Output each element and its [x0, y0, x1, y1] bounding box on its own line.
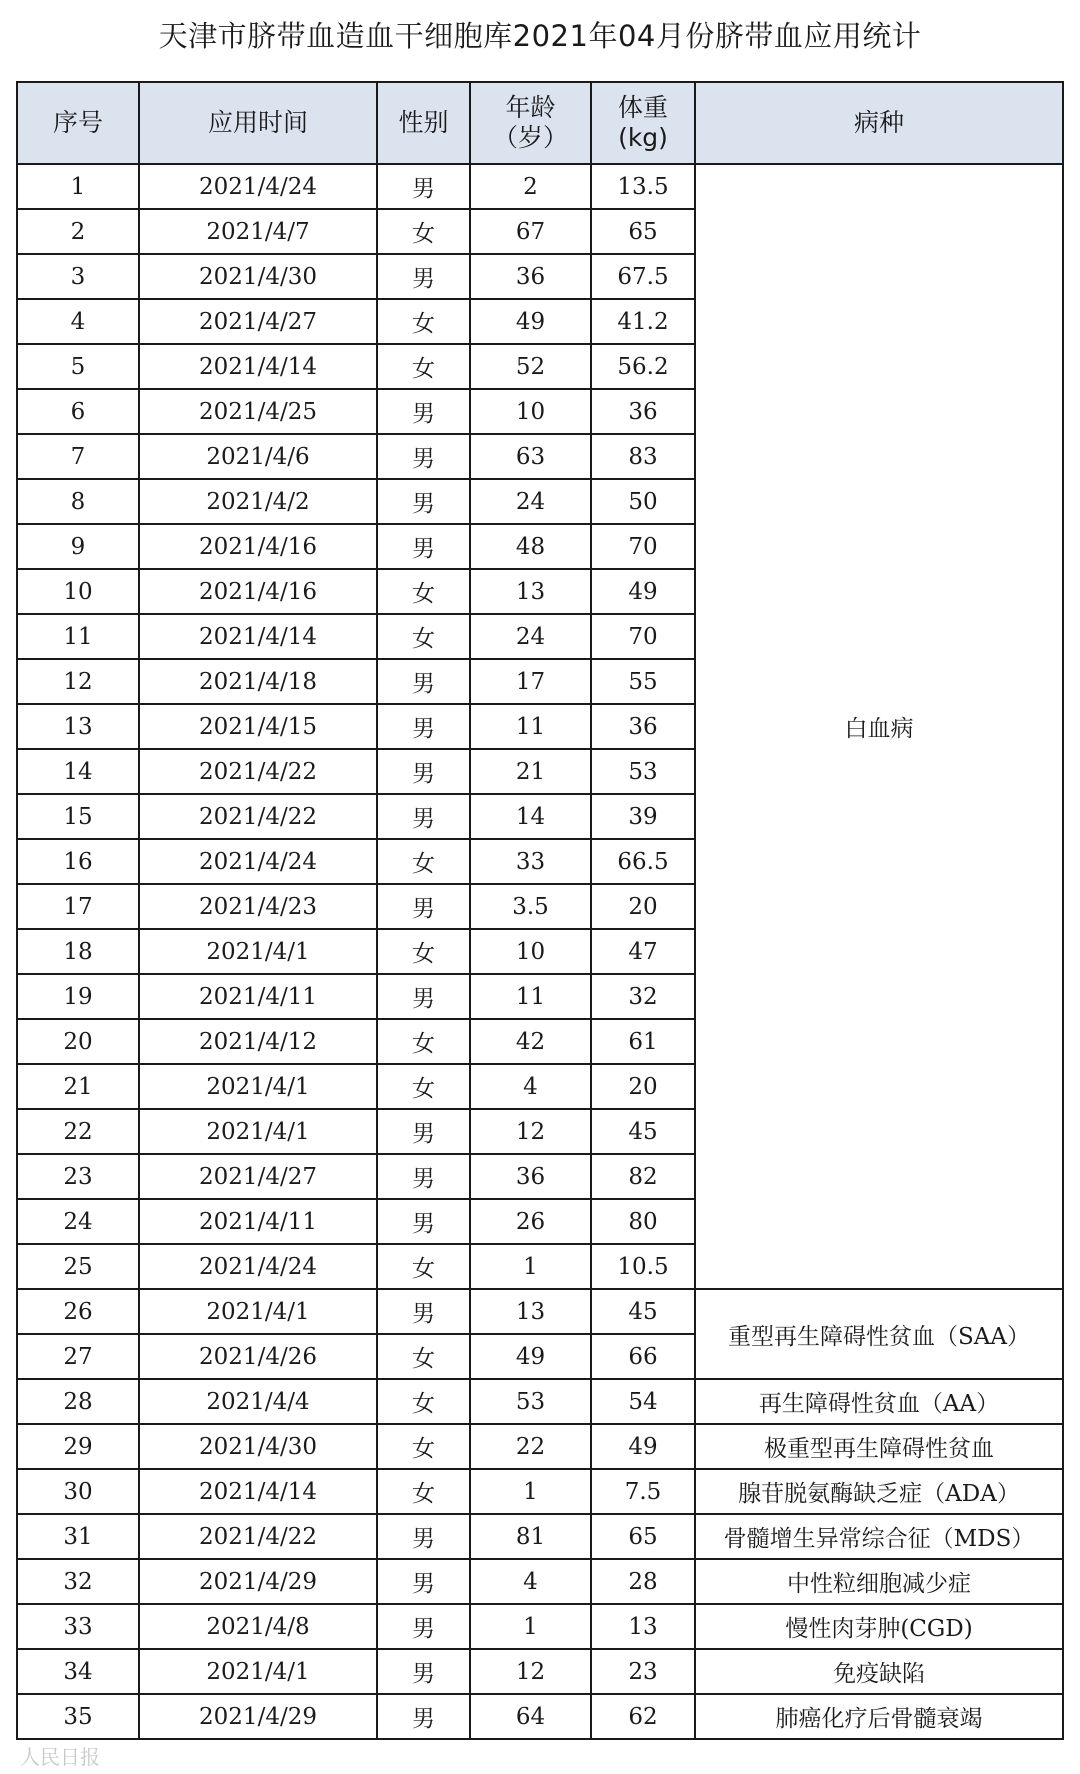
- cell-index: 35: [17, 1694, 139, 1739]
- header-weight-label: 体重: [617, 93, 668, 122]
- cell-index: 12: [17, 659, 139, 704]
- cell-weight: 41.2: [591, 299, 695, 344]
- cell-sex: 男: [377, 1559, 470, 1604]
- cell-age: 64: [470, 1694, 591, 1739]
- cell-sex: 男: [377, 1649, 470, 1694]
- table-row: [17, 1559, 1063, 1604]
- cell-sex: 男: [377, 794, 470, 839]
- cell-disease: 免疫缺陷: [695, 1649, 1063, 1694]
- cell-weight: 39: [591, 794, 695, 839]
- table-row: [17, 1469, 1063, 1514]
- cell-weight: 54: [591, 1379, 695, 1424]
- cell-sex: 男: [377, 1604, 470, 1649]
- cell-age: 1: [470, 1604, 591, 1649]
- cell-age: 10: [470, 929, 591, 974]
- cell-disease: 肺癌化疗后骨髓衰竭: [695, 1694, 1063, 1739]
- cell-index: 3: [17, 254, 139, 299]
- cell-age: 36: [470, 254, 591, 299]
- cell-age: 49: [470, 299, 591, 344]
- watermark-logo: 人民日报: [20, 1745, 100, 1769]
- cell-date: 2021/4/22: [139, 1514, 377, 1559]
- cell-index: 6: [17, 389, 139, 434]
- cell-sex: 男: [377, 389, 470, 434]
- cell-weight: 70: [591, 614, 695, 659]
- cell-date: 2021/4/24: [139, 839, 377, 884]
- cell-sex: 男: [377, 1199, 470, 1244]
- cell-index: 28: [17, 1379, 139, 1424]
- table-row: [17, 1379, 1063, 1424]
- cell-disease: 腺苷脱氨酶缺乏症（ADA）: [695, 1469, 1063, 1514]
- header-age-unit: （岁）: [492, 123, 568, 152]
- cell-index: 14: [17, 749, 139, 794]
- cell-age: 22: [470, 1424, 591, 1469]
- cell-index: 34: [17, 1649, 139, 1694]
- cell-index: 27: [17, 1334, 139, 1379]
- cell-age: 17: [470, 659, 591, 704]
- cord-blood-usage-table: [16, 81, 1064, 1740]
- cell-age: 81: [470, 1514, 591, 1559]
- cell-sex: 男: [377, 1154, 470, 1199]
- cell-date: 2021/4/30: [139, 254, 377, 299]
- header-sex: 性别: [377, 82, 470, 164]
- cell-weight: 50: [591, 479, 695, 524]
- cell-index: 26: [17, 1289, 139, 1334]
- cell-index: 18: [17, 929, 139, 974]
- cell-sex: 女: [377, 1379, 470, 1424]
- cell-disease: 极重型再生障碍性贫血: [695, 1424, 1063, 1469]
- cell-date: 2021/4/29: [139, 1694, 377, 1739]
- cell-age: 49: [470, 1334, 591, 1379]
- cell-date: 2021/4/30: [139, 1424, 377, 1469]
- cell-disease: 重型再生障碍性贫血（SAA）: [695, 1289, 1063, 1379]
- cell-sex: 女: [377, 1334, 470, 1379]
- cell-disease: 再生障碍性贫血（AA）: [695, 1379, 1063, 1424]
- cell-sex: 女: [377, 1469, 470, 1514]
- table-row: [17, 1694, 1063, 1739]
- cell-date: 2021/4/27: [139, 1154, 377, 1199]
- cell-sex: 女: [377, 929, 470, 974]
- cell-weight: 10.5: [591, 1244, 695, 1289]
- cell-age: 12: [470, 1109, 591, 1154]
- cell-sex: 女: [377, 1019, 470, 1064]
- cell-age: 24: [470, 479, 591, 524]
- table-row: [17, 164, 1063, 209]
- cell-index: 1: [17, 164, 139, 209]
- table-row: [17, 1604, 1063, 1649]
- cell-weight: 49: [591, 569, 695, 614]
- header-weight: [591, 82, 695, 164]
- cell-disease: 中性粒细胞减少症: [695, 1559, 1063, 1604]
- cell-age: 1: [470, 1244, 591, 1289]
- cell-index: 15: [17, 794, 139, 839]
- cell-age: 2: [470, 164, 591, 209]
- cell-index: 24: [17, 1199, 139, 1244]
- cell-weight: 20: [591, 1064, 695, 1109]
- header-age-label: 年龄: [505, 93, 556, 122]
- cell-sex: 女: [377, 1064, 470, 1109]
- cell-date: 2021/4/16: [139, 524, 377, 569]
- cell-weight: 66.5: [591, 839, 695, 884]
- cell-date: 2021/4/4: [139, 1379, 377, 1424]
- cell-sex: 男: [377, 1109, 470, 1154]
- cell-date: 2021/4/22: [139, 749, 377, 794]
- cell-sex: 女: [377, 1244, 470, 1289]
- cell-age: 1: [470, 1469, 591, 1514]
- cell-index: 23: [17, 1154, 139, 1199]
- table-row: [17, 1514, 1063, 1559]
- cell-date: 2021/4/14: [139, 614, 377, 659]
- cell-weight: 65: [591, 1514, 695, 1559]
- cell-date: 2021/4/22: [139, 794, 377, 839]
- cell-date: 2021/4/25: [139, 389, 377, 434]
- cell-weight: 66: [591, 1334, 695, 1379]
- cell-sex: 女: [377, 839, 470, 884]
- cell-date: 2021/4/1: [139, 1109, 377, 1154]
- cell-index: 4: [17, 299, 139, 344]
- cell-index: 7: [17, 434, 139, 479]
- cell-date: 2021/4/18: [139, 659, 377, 704]
- cell-index: 21: [17, 1064, 139, 1109]
- cell-age: 13: [470, 569, 591, 614]
- cell-sex: 男: [377, 1514, 470, 1559]
- cell-age: 53: [470, 1379, 591, 1424]
- table-row: [17, 1649, 1063, 1694]
- cell-index: 16: [17, 839, 139, 884]
- cell-age: 11: [470, 704, 591, 749]
- cell-date: 2021/4/1: [139, 1289, 377, 1334]
- cell-weight: 45: [591, 1109, 695, 1154]
- cell-weight: 80: [591, 1199, 695, 1244]
- cell-sex: 女: [377, 614, 470, 659]
- cell-weight: 70: [591, 524, 695, 569]
- cell-age: 11: [470, 974, 591, 1019]
- cell-weight: 20: [591, 884, 695, 929]
- cell-disease: 慢性肉芽肿(CGD): [695, 1604, 1063, 1649]
- cell-date: 2021/4/2: [139, 479, 377, 524]
- cell-weight: 23: [591, 1649, 695, 1694]
- cell-weight: 61: [591, 1019, 695, 1064]
- cell-sex: 男: [377, 1289, 470, 1334]
- header-disease: 病种: [695, 82, 1063, 164]
- cell-index: 10: [17, 569, 139, 614]
- cell-age: 67: [470, 209, 591, 254]
- cell-age: 26: [470, 1199, 591, 1244]
- cell-index: 8: [17, 479, 139, 524]
- cell-age: 42: [470, 1019, 591, 1064]
- cell-age: 48: [470, 524, 591, 569]
- cell-date: 2021/4/11: [139, 1199, 377, 1244]
- cell-index: 25: [17, 1244, 139, 1289]
- cell-weight: 13.5: [591, 164, 695, 209]
- cell-weight: 62: [591, 1694, 695, 1739]
- cell-index: 33: [17, 1604, 139, 1649]
- cell-index: 32: [17, 1559, 139, 1604]
- cell-sex: 女: [377, 344, 470, 389]
- cell-sex: 男: [377, 659, 470, 704]
- cell-sex: 女: [377, 299, 470, 344]
- cell-weight: 13: [591, 1604, 695, 1649]
- header-date: 应用时间: [139, 82, 377, 164]
- cell-date: 2021/4/1: [139, 929, 377, 974]
- cell-age: 4: [470, 1559, 591, 1604]
- cell-age: 33: [470, 839, 591, 884]
- cell-age: 4: [470, 1064, 591, 1109]
- cell-weight: 36: [591, 389, 695, 434]
- header-age: [470, 82, 591, 164]
- cell-sex: 男: [377, 524, 470, 569]
- cell-date: 2021/4/14: [139, 344, 377, 389]
- cell-age: 24: [470, 614, 591, 659]
- cell-date: 2021/4/24: [139, 1244, 377, 1289]
- cell-index: 9: [17, 524, 139, 569]
- page-title: 天津市脐带血造血干细胞库2021年04月份脐带血应用统计: [158, 19, 922, 53]
- cell-date: 2021/4/1: [139, 1649, 377, 1694]
- cell-weight: 82: [591, 1154, 695, 1199]
- table-row: [17, 1289, 1063, 1334]
- cell-index: 22: [17, 1109, 139, 1154]
- cell-date: 2021/4/27: [139, 299, 377, 344]
- cell-weight: 36: [591, 704, 695, 749]
- cell-sex: 男: [377, 749, 470, 794]
- cell-disease: 白血病: [695, 164, 1063, 1289]
- cell-age: 52: [470, 344, 591, 389]
- cell-date: 2021/4/8: [139, 1604, 377, 1649]
- cell-sex: 女: [377, 569, 470, 614]
- cell-weight: 47: [591, 929, 695, 974]
- cell-index: 5: [17, 344, 139, 389]
- cell-age: 14: [470, 794, 591, 839]
- cell-sex: 男: [377, 884, 470, 929]
- cell-sex: 男: [377, 704, 470, 749]
- cell-date: 2021/4/1: [139, 1064, 377, 1109]
- cell-age: 63: [470, 434, 591, 479]
- cell-date: 2021/4/11: [139, 974, 377, 1019]
- cell-sex: 男: [377, 434, 470, 479]
- cell-age: 10: [470, 389, 591, 434]
- cell-age: 13: [470, 1289, 591, 1334]
- cell-index: 2: [17, 209, 139, 254]
- cell-date: 2021/4/29: [139, 1559, 377, 1604]
- cell-weight: 53: [591, 749, 695, 794]
- cell-date: 2021/4/7: [139, 209, 377, 254]
- header-index: 序号: [17, 82, 139, 164]
- cell-sex: 男: [377, 479, 470, 524]
- cell-index: 20: [17, 1019, 139, 1064]
- cell-index: 19: [17, 974, 139, 1019]
- cell-sex: 女: [377, 209, 470, 254]
- cell-weight: 45: [591, 1289, 695, 1334]
- cell-date: 2021/4/12: [139, 1019, 377, 1064]
- header-weight-unit: (kg): [618, 123, 668, 152]
- cell-weight: 65: [591, 209, 695, 254]
- cell-date: 2021/4/16: [139, 569, 377, 614]
- cell-date: 2021/4/15: [139, 704, 377, 749]
- cell-age: 12: [470, 1649, 591, 1694]
- cell-date: 2021/4/14: [139, 1469, 377, 1514]
- cell-weight: 49: [591, 1424, 695, 1469]
- cell-date: 2021/4/26: [139, 1334, 377, 1379]
- cell-index: 30: [17, 1469, 139, 1514]
- cell-sex: 女: [377, 1424, 470, 1469]
- cell-index: 31: [17, 1514, 139, 1559]
- cell-weight: 83: [591, 434, 695, 479]
- cell-weight: 7.5: [591, 1469, 695, 1514]
- cell-sex: 男: [377, 1694, 470, 1739]
- cell-date: 2021/4/23: [139, 884, 377, 929]
- cell-weight: 28: [591, 1559, 695, 1604]
- table-row: [17, 1424, 1063, 1469]
- cell-sex: 男: [377, 254, 470, 299]
- cell-weight: 67.5: [591, 254, 695, 299]
- cell-date: 2021/4/6: [139, 434, 377, 479]
- cell-sex: 男: [377, 974, 470, 1019]
- table-header: [17, 82, 1063, 164]
- table-body: [17, 164, 1063, 1739]
- cell-index: 17: [17, 884, 139, 929]
- cell-date: 2021/4/24: [139, 164, 377, 209]
- header-row: [17, 82, 1063, 164]
- cell-age: 3.5: [470, 884, 591, 929]
- cell-index: 13: [17, 704, 139, 749]
- cell-age: 21: [470, 749, 591, 794]
- cell-weight: 56.2: [591, 344, 695, 389]
- cell-weight: 55: [591, 659, 695, 704]
- cell-disease: 骨髓增生异常综合征（MDS）: [695, 1514, 1063, 1559]
- cell-weight: 32: [591, 974, 695, 1019]
- cell-index: 29: [17, 1424, 139, 1469]
- cell-age: 36: [470, 1154, 591, 1199]
- cell-index: 11: [17, 614, 139, 659]
- cell-sex: 男: [377, 164, 470, 209]
